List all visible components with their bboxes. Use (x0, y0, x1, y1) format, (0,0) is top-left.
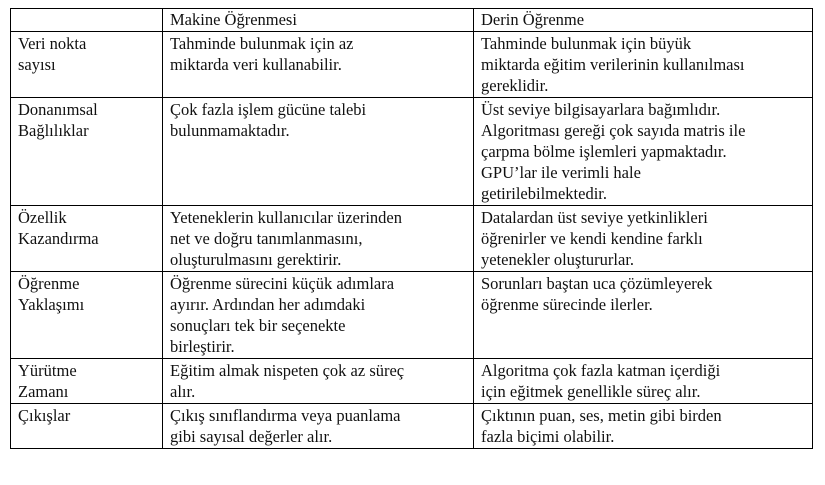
criterion-cell (11, 32, 163, 98)
cell-line: Yeteneklerin kullanıcılar üzerinden (170, 208, 402, 227)
cell-line: gereklidir. (481, 76, 549, 95)
cell-line: Tahminde bulunmak için büyük (481, 34, 692, 53)
cell-line: Algoritması gereği çok sayıda matris ile (481, 121, 746, 140)
cell-line: öğrenirler ve kendi kendine farklı (481, 229, 703, 248)
table-row (11, 32, 813, 98)
cell-line: Çok fazla işlem gücüne talebi (170, 100, 367, 119)
cell-line: miktarda eğitim verilerinin kullanılması (481, 55, 745, 74)
machine-learning-cell (163, 98, 474, 206)
header-cell-machine-learning: Makine Öğrenmesi (163, 9, 474, 32)
deep-learning-cell (474, 206, 813, 272)
machine-learning-cell (163, 359, 474, 404)
cell-line: sonuçları tek bir seçenekte (170, 316, 346, 335)
comparison-table-container (10, 8, 812, 449)
criterion-cell (11, 98, 163, 206)
deep-learning-cell (474, 272, 813, 359)
cell-line: Kazandırma (18, 229, 99, 248)
criterion-cell (11, 272, 163, 359)
cell-line: bulunmamaktadır. (170, 121, 290, 140)
cell-line: getirilebilmektedir. (481, 184, 608, 203)
cell-line: Zamanı (18, 382, 69, 401)
cell-line: Sorunları baştan uca çözümleyerek (481, 274, 713, 293)
header-cell-empty (11, 9, 163, 32)
cell-line: ayırır. Ardından her adımdaki (170, 295, 366, 314)
cell-line: Eğitim almak nispeten çok az süreç (170, 361, 405, 380)
deep-learning-cell (474, 32, 813, 98)
cell-line: Yürütme (18, 361, 77, 380)
cell-line: çarpma bölme işlemleri yapmaktadır. (481, 142, 727, 161)
table-header-row (11, 9, 813, 32)
machine-learning-cell (163, 272, 474, 359)
cell-line: öğrenme sürecinde ilerler. (481, 295, 653, 314)
deep-learning-cell (474, 359, 813, 404)
table-body (11, 32, 813, 449)
machine-learning-cell (163, 32, 474, 98)
cell-line: GPU’lar ile verimli hale (481, 163, 641, 182)
machine-learning-cell (163, 404, 474, 449)
table-row (11, 272, 813, 359)
table-row (11, 206, 813, 272)
cell-line: için eğitmek genellikle süreç alır. (481, 382, 701, 401)
machine-learning-cell (163, 206, 474, 272)
comparison-table (10, 8, 813, 449)
cell-line: Öğrenme (18, 274, 80, 293)
table-row (11, 359, 813, 404)
cell-line: Öğrenme sürecini küçük adımlara (170, 274, 395, 293)
cell-line: Yaklaşımı (18, 295, 85, 314)
cell-line: Algoritma çok fazla katman içerdiği (481, 361, 721, 380)
cell-line: Üst seviye bilgisayarlara bağımlıdır. (481, 100, 721, 119)
cell-line: yetenekler oluştururlar. (481, 250, 635, 269)
table-row (11, 98, 813, 206)
cell-line: net ve doğru tanımlanmasını, (170, 229, 363, 248)
cell-line: miktarda veri kullanabilir. (170, 55, 342, 74)
cell-line: Çıktının puan, ses, metin gibi birden (481, 406, 722, 425)
cell-line: Tahminde bulunmak için az (170, 34, 354, 53)
deep-learning-cell (474, 404, 813, 449)
header-cell-deep-learning: Derin Öğrenme (474, 9, 813, 32)
cell-line: Çıkış sınıflandırma veya puanlama (170, 406, 401, 425)
cell-line: gibi sayısal değerler alır. (170, 427, 333, 446)
cell-line: oluşturulmasını gerektirir. (170, 250, 342, 269)
table-row (11, 404, 813, 449)
cell-line: fazla biçimi olabilir. (481, 427, 615, 446)
cell-line: Bağlılıklar (18, 121, 89, 140)
cell-line: birleştirir. (170, 337, 235, 356)
criterion-cell (11, 404, 163, 449)
cell-line: sayısı (18, 55, 56, 74)
cell-line: Özellik (18, 208, 67, 227)
cell-line: Datalardan üst seviye yetkinlikleri (481, 208, 708, 227)
cell-line: Çıkışlar (18, 406, 71, 425)
cell-line: alır. (170, 382, 196, 401)
cell-line: Donanımsal (18, 100, 98, 119)
criterion-cell (11, 359, 163, 404)
cell-line: Veri nokta (18, 34, 87, 53)
criterion-cell (11, 206, 163, 272)
deep-learning-cell (474, 98, 813, 206)
